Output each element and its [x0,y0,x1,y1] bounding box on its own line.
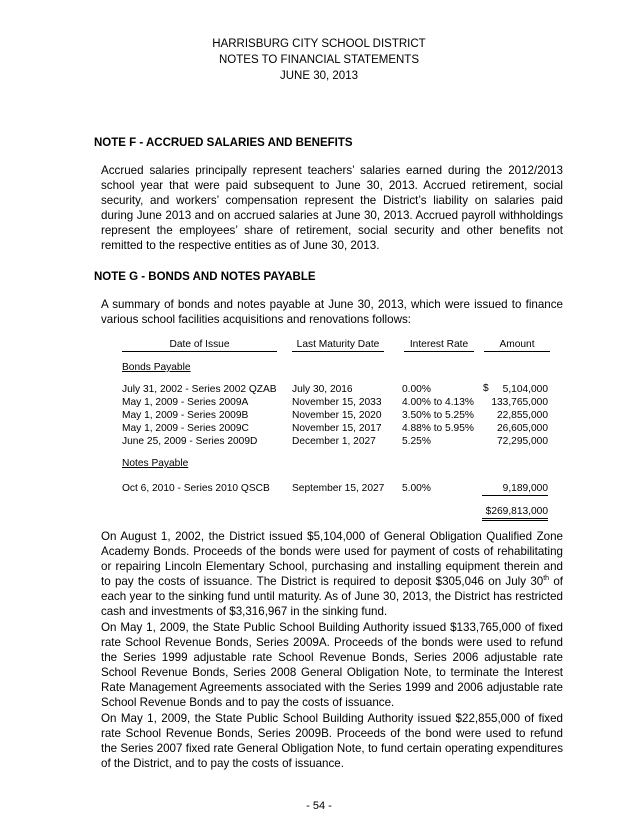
paragraph-qzab [101,529,563,619]
col-header-rate: Interest Rate [404,339,474,352]
table-cell-issue: June 25, 2009 - Series 2009D [122,436,258,447]
table-cell-maturity: November 15, 2017 [292,423,382,434]
table-cell-maturity: September 15, 2027 [292,483,385,494]
paragraph-qzab-part1: On August 1, 2002, the District issued $5,104,000 of General Obligation Qualified Zone Academy Bonds. Proceeds of the bonds were used for payment of costs of rehabilitating or repairing Lincoln Elementary School, purchasing and installing equipment therein and to pay the costs of issuance. The District is required to deposit $305,046 on July 30 [101,530,563,588]
table-cell-rate: 3.50% to 5.25% [402,410,474,421]
col-header-date: Date of Issue [122,339,277,352]
table-cell-rate: 4.00% to 4.13% [402,397,474,408]
paragraph-qzab-part2: of each year to the sinking fund until maturity. As of June 30, 2013, the District has restricted cash and investments of $3,316,967 in the sinking fund. [101,575,564,618]
table-cell-amount: 5,104,000 [502,384,548,395]
table-cell-issue: July 31, 2002 - Series 2002 QZAB [122,384,277,395]
col-header-amount: Amount [484,339,550,352]
table-cell-amount [480,482,548,496]
table-cell-rate: 4.88% to 5.95% [402,423,474,434]
paragraph-series-2009b: On May 1, 2009, the State Public School Building Authority issued $22,855,000 of fixed rate School Revenue Bonds, Series 2009B. Proceeds of the bond were used to refund the Series 2007 fixed rate General Obligation Note, to fund certain operating expenditures of the District, and to pay the costs of issuance. [101,712,563,770]
table-total [480,505,548,521]
note-g-title: NOTE G - BONDS AND NOTES PAYABLE [94,271,316,283]
notes-payable-label: Notes Payable [122,458,189,469]
table-cell-maturity: November 15, 2020 [292,410,382,421]
note-g-intro: A summary of bonds and notes payable at June 30, 2013, which were issued to finance various school facilities acquisitions and renovations follows: [101,298,563,326]
table-cell-amount: 26,605,000 [497,423,548,434]
header-date: JUNE 30, 2013 [280,70,358,82]
note-f-title: NOTE F - ACCRUED SALARIES AND BENEFITS [94,137,353,149]
table-cell-maturity: December 1, 2027 [292,436,376,447]
table-cell-issue: May 1, 2009 - Series 2009C [122,423,249,434]
header-district: HARRISBURG CITY SCHOOL DISTRICT [212,38,426,50]
ordinal-suffix: th [543,575,550,583]
page-number: - 54 - [306,800,332,812]
table-cell-amount: 133,765,000 [491,397,548,408]
note-f-body: Accrued salaries principally represent teachers’ salaries earned during the 2012/2013 school year that were paid subsequent to June 30, 2013. Accrued retirement, social security, and workers’ compensation represent the District’s liability on salaries paid during June 2013 and on accrued salaries at June 30, 2013. Accrued payroll withholdings represent the employees’ share of retirement, social security and other benefits not remitted to the respective entities as of June 30, 2013. [101,164,563,252]
notes-amount-value: 9,189,000 [482,482,548,496]
header-title: NOTES TO FINANCIAL STATEMENTS [219,54,419,66]
table-cell-amount: 22,855,000 [497,410,548,421]
currency-symbol: $ [483,383,489,394]
total-amount-value: $269,813,000 [482,505,548,521]
table-cell-maturity: July 30, 2016 [292,384,353,395]
table-cell-rate: 5.25% [402,436,431,447]
table-cell-amount: 72,295,000 [497,436,548,447]
table-cell-issue: May 1, 2009 - Series 2009B [122,410,249,421]
table-cell-issue: May 1, 2009 - Series 2009A [122,397,249,408]
table-cell-rate: 0.00% [402,384,431,395]
col-header-maturity: Last Maturity Date [292,339,384,352]
paragraph-series-2009a: On May 1, 2009, the State Public School Building Authority issued $133,765,000 of fixed rate School Revenue Bonds, Series 2009A. Proceeds of the bonds were used to refund the Series 1999 adjustable rate School Revenue Bonds, Series 2006 adjustable rate School Revenue Bonds, Series 2008 General Obligation Note, to terminate the Interest Rate Management Agreements associated with the Series 1999 and 2006 adjustable rate School Revenue Bonds and to pay the costs of issuance. [101,621,563,709]
table-cell-issue: Oct 6, 2010 - Series 2010 QSCB [122,483,270,494]
table-cell-rate: 5.00% [402,483,431,494]
bonds-payable-label: Bonds Payable [122,362,191,373]
table-cell-maturity: November 15, 2033 [292,397,382,408]
